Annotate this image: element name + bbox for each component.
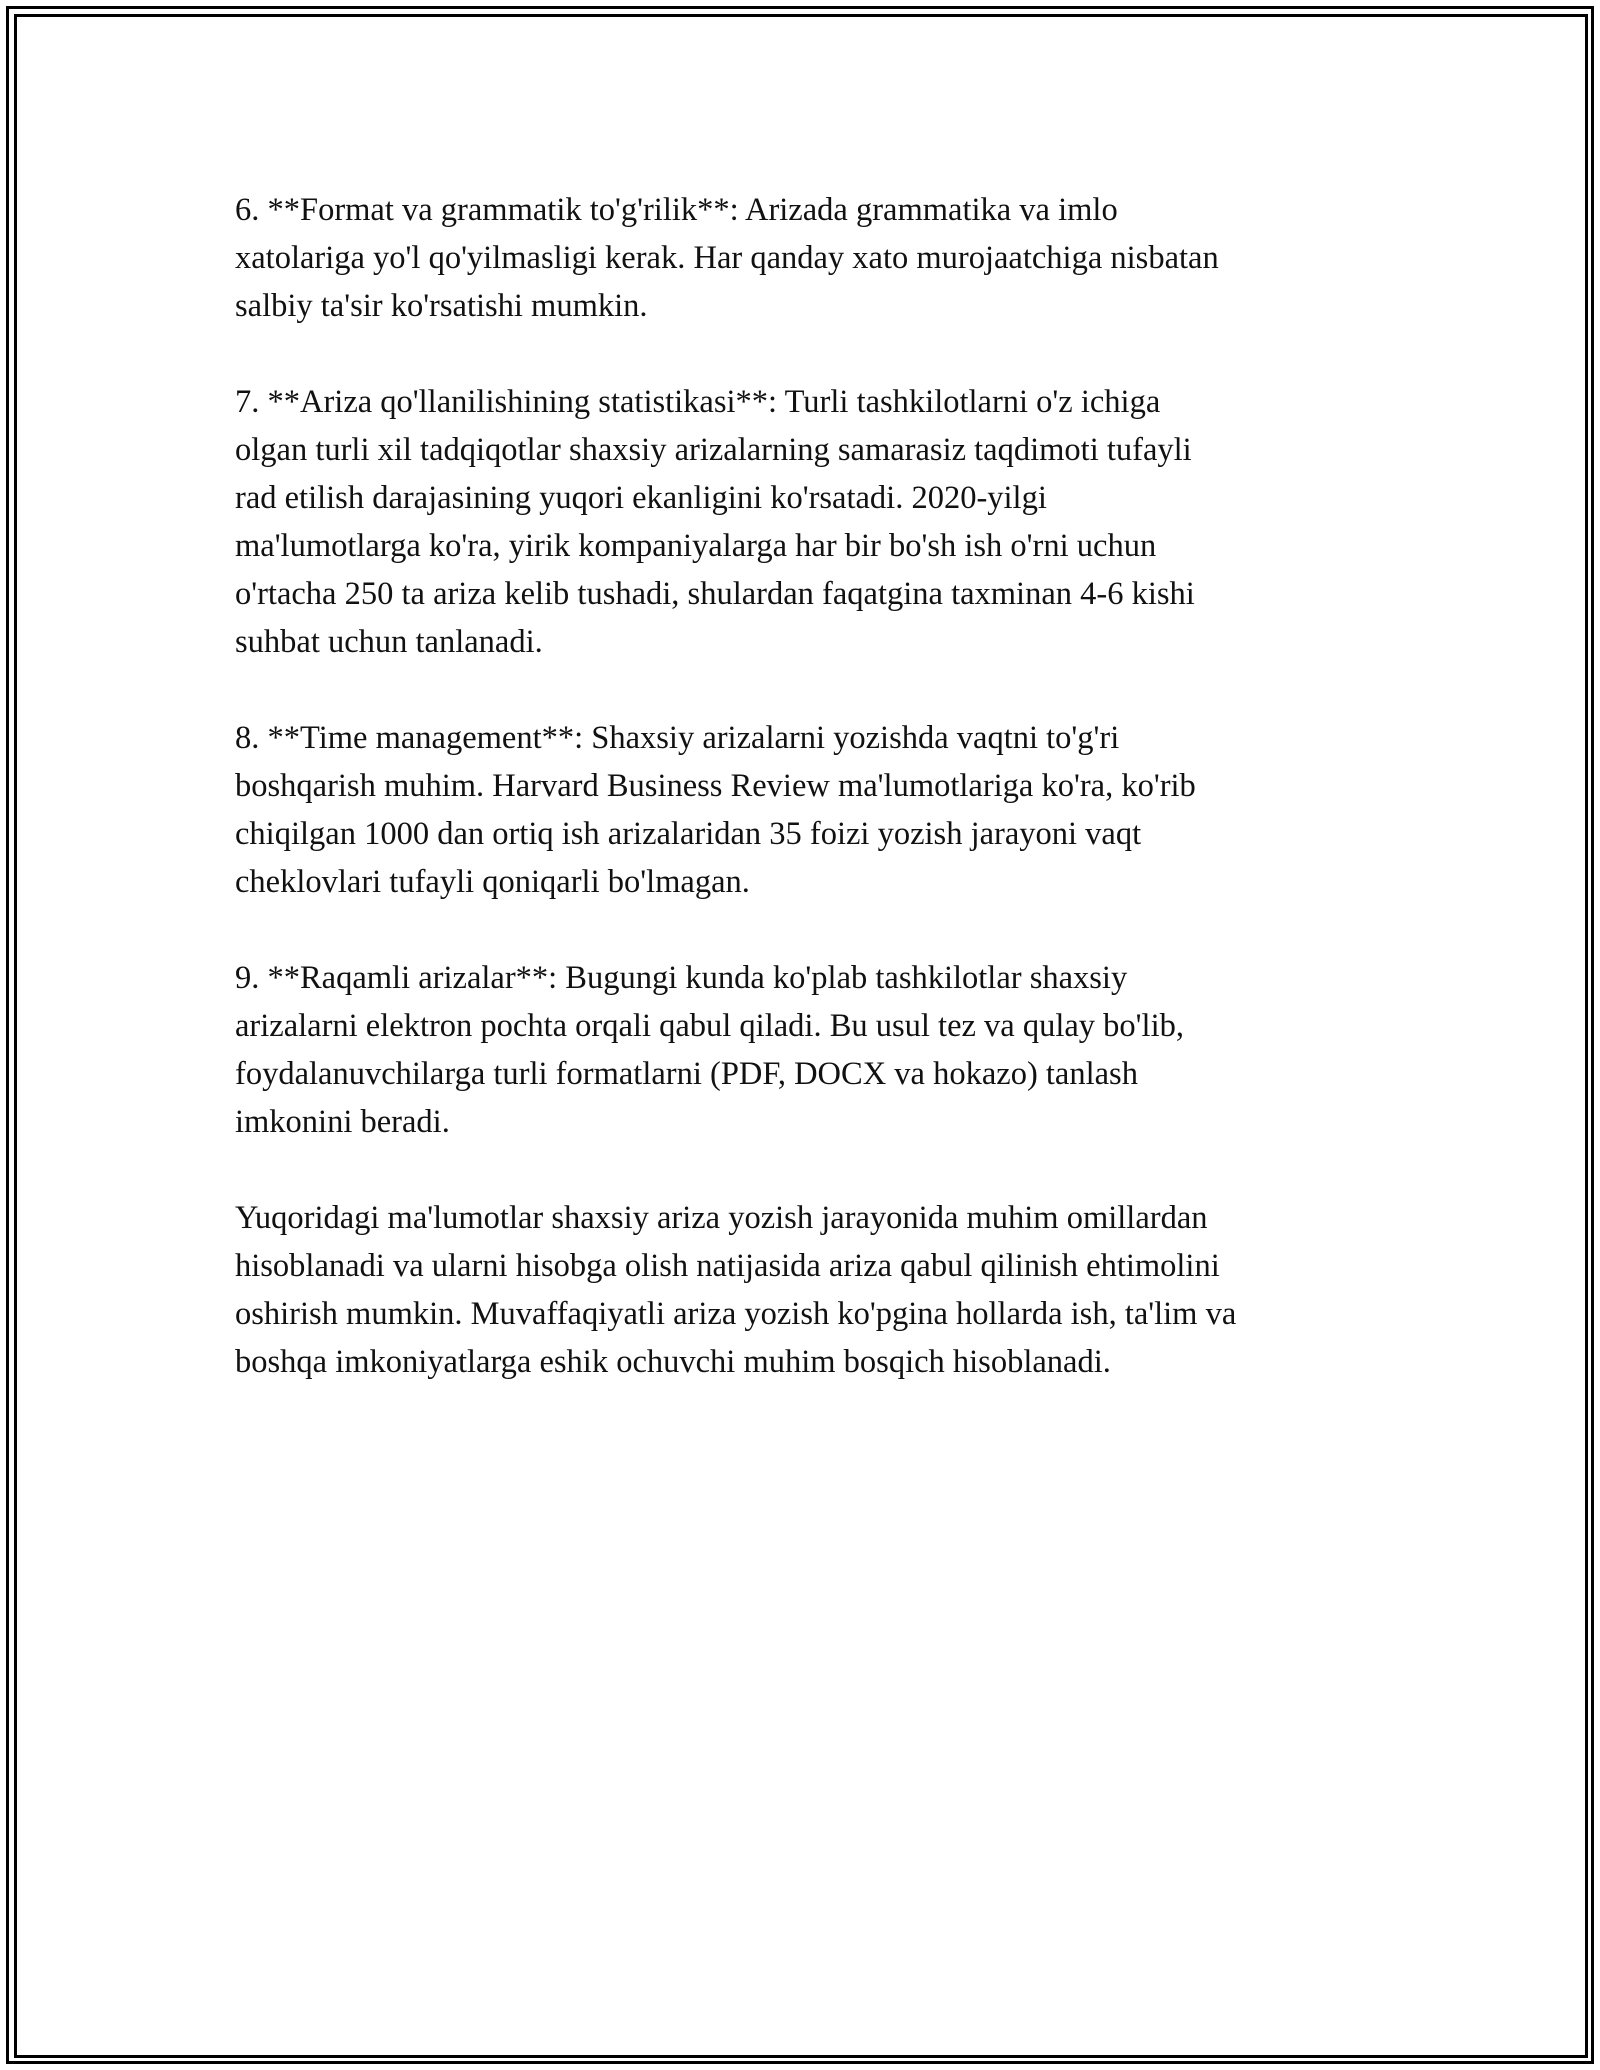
text-line: cheklovlari tufayli qoniqarli bo'lmagan. bbox=[235, 864, 750, 900]
text-line: 9. **Raqamli arizalar**: Bugungi kunda ko'plab tashkilotlar shaxsiy bbox=[235, 960, 1128, 996]
text-line: 6. **Format va grammatik to'g'rilik**: Arizada grammatika va imlo bbox=[235, 192, 1118, 228]
text-line: boshqa imkoniyatlarga eshik ochuvchi muhim bosqich hisoblanadi. bbox=[235, 1344, 1111, 1380]
paragraph-item-8 bbox=[235, 714, 1375, 906]
text-line: hisoblanadi va ularni hisobga olish natijasida ariza qabul qilinish ehtimolini bbox=[235, 1248, 1220, 1284]
text-line: arizalarni elektron pochta orqali qabul qiladi. Bu usul tez va qulay bo'lib, bbox=[235, 1008, 1184, 1044]
text-line: xatolariga yo'l qo'yilmasligi kerak. Har qanday xato murojaatchiga nisbatan bbox=[235, 240, 1219, 276]
text-line: 8. **Time management**: Shaxsiy arizalarni yozishda vaqtni to'g'ri bbox=[235, 720, 1120, 756]
text-line: ma'lumotlarga ko'ra, yirik kompaniyalarga har bir bo'sh ish o'rni uchun bbox=[235, 528, 1157, 564]
text-line: salbiy ta'sir ko'rsatishi mumkin. bbox=[235, 288, 648, 324]
text-line: o'rtacha 250 ta ariza kelib tushadi, shulardan faqatgina taxminan 4-6 kishi bbox=[235, 576, 1195, 612]
text-line: foydalanuvchilarga turli formatlarni (PDF, DOCX va hokazo) tanlash bbox=[235, 1056, 1138, 1092]
text-line: 7. **Ariza qo'llanilishining statistikasi**: Turli tashkilotlarni o'z ichiga bbox=[235, 384, 1161, 420]
text-line: boshqarish muhim. Harvard Business Review ma'lumotlariga ko'ra, ko'rib bbox=[235, 768, 1196, 804]
paragraph-item-6 bbox=[235, 186, 1375, 330]
text-line: olgan turli xil tadqiqotlar shaxsiy arizalarning samarasiz taqdimoti tufayli bbox=[235, 432, 1192, 468]
document-body bbox=[235, 186, 1375, 1434]
paragraph-item-9 bbox=[235, 954, 1375, 1146]
text-line: imkonini beradi. bbox=[235, 1104, 450, 1140]
paragraph-conclusion bbox=[235, 1194, 1375, 1386]
text-line: oshirish mumkin. Muvaffaqiyatli ariza yozish ko'pgina hollarda ish, ta'lim va bbox=[235, 1296, 1237, 1332]
text-line: chiqilgan 1000 dan ortiq ish arizalaridan 35 foizi yozish jarayoni vaqt bbox=[235, 816, 1142, 852]
text-line: rad etilish darajasining yuqori ekanligini ko'rsatadi. 2020-yilgi bbox=[235, 480, 1047, 516]
text-line: suhbat uchun tanlanadi. bbox=[235, 624, 543, 660]
text-line: Yuqoridagi ma'lumotlar shaxsiy ariza yozish jarayonida muhim omillardan bbox=[235, 1200, 1208, 1236]
paragraph-item-7 bbox=[235, 378, 1375, 666]
